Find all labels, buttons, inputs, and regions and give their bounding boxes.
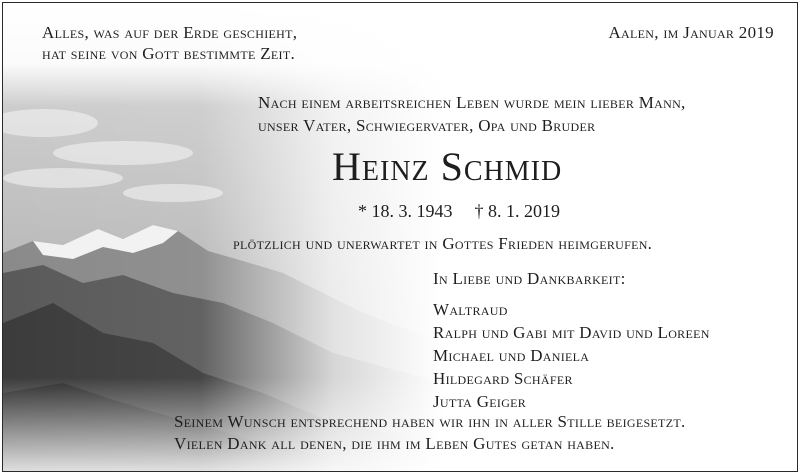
mourner-name: Hildegard Schäfer	[433, 369, 573, 388]
closing-line: Vielen Dank all denen, die ihm im Leben Gutes getan haben.	[174, 434, 615, 453]
birth-date: * 18. 3. 1943	[358, 201, 453, 221]
opening-verse-line: hat seine von Gott bestimmte Zeit.	[42, 44, 296, 63]
mourners-block	[433, 267, 710, 413]
opening-verse	[42, 22, 297, 64]
opening-verse-line: Alles, was auf der Erde geschieht,	[42, 23, 298, 42]
place-date: Aalen, im Januar 2019	[608, 23, 774, 42]
mourner-name: Waltraud	[433, 300, 508, 319]
mourners-heading: In Liebe und Dankbarkeit:	[433, 269, 626, 288]
closing-line: Seinem Wunsch entsprechend haben wir ihn in aller Stille beigesetzt.	[174, 412, 686, 431]
death-date: † 8. 1. 2019	[474, 201, 560, 221]
mourner-name: Ralph und Gabi mit David und Loreen	[433, 323, 710, 342]
intro-text	[258, 91, 686, 137]
intro-line: Nach einem arbeitsreichen Leben wurde mein lieber Mann,	[258, 93, 686, 112]
mourner-name: Jutta Geiger	[433, 392, 527, 411]
deceased-name: Heinz Schmid	[332, 144, 563, 189]
intro-line: unser Vater, Schwiegervater, Opa und Bruder	[258, 116, 596, 135]
life-dates	[358, 199, 560, 223]
mourner-name: Michael und Daniela	[433, 346, 590, 365]
closing-text	[174, 411, 686, 455]
passed-away-text: plötzlich und unerwartet in Gottes Frieden heimgerufen.	[233, 234, 653, 253]
